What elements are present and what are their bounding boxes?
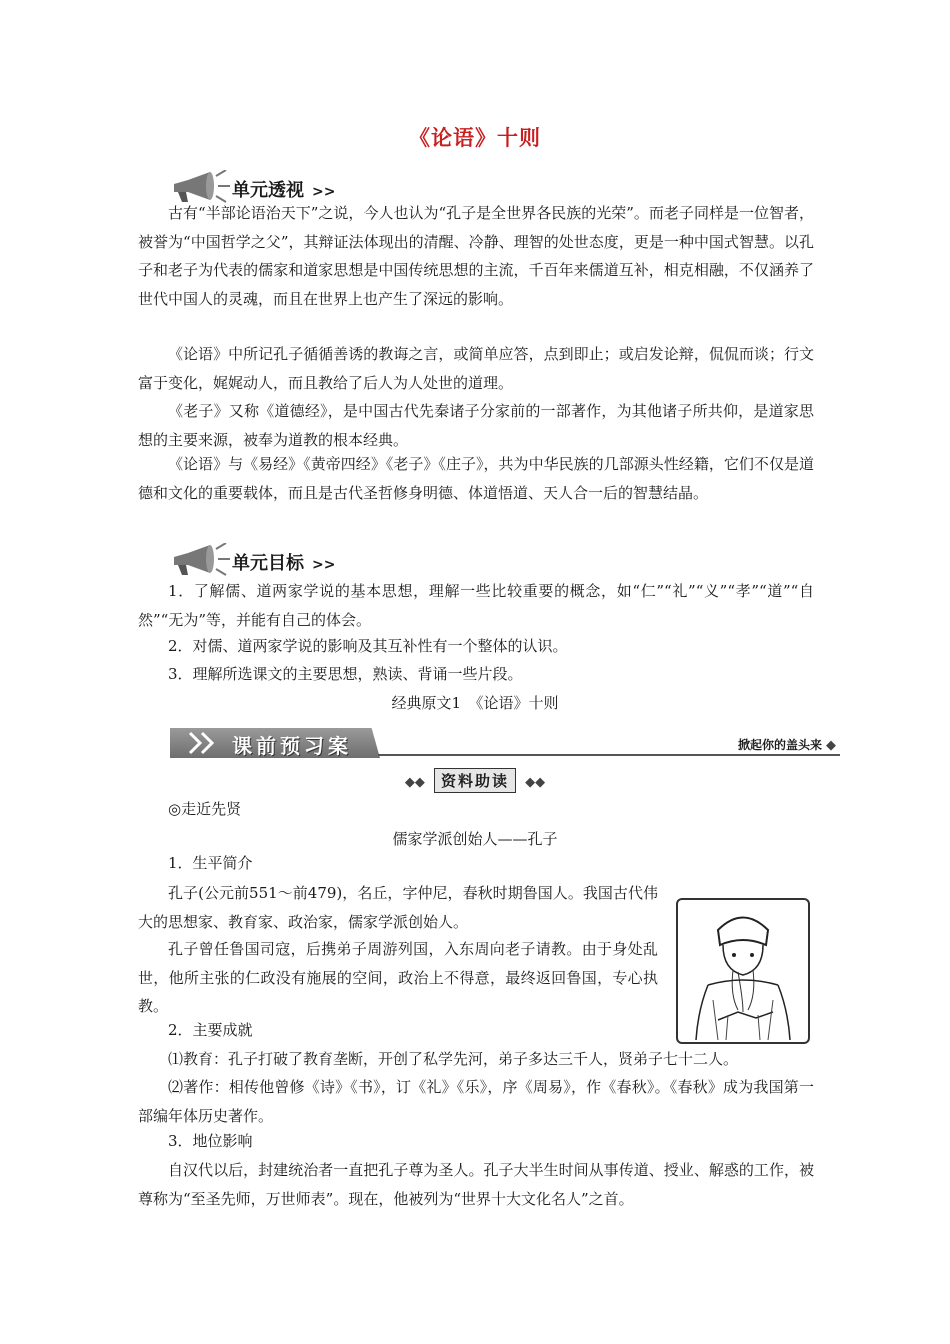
goal-item: 3．理解所选课文的主要思想，熟读、背诵一些片段。	[168, 665, 523, 683]
preview-banner	[170, 728, 840, 760]
bio-paragraph: 孔子曾任鲁国司寇，后携弟子周游列国，入东周向老子请教。由于身处乱世，他所主张的仁政没有施展的空间，政治上不得意，最终返回鲁国，专心执教。	[138, 940, 658, 1016]
paragraph: 古有“半部论语治天下”之说，今人也认为“孔子是全世界各民族的光荣”。而老子同样是一位智者，被誉为“中国哲学之父”，其辩证法体现出的清醒、冷静、理智的处世态度，更是一种中国式智慧。以孔子和老子为代表的儒家和道家思想是中国传统思想的主流，千百年来儒道互补，相克相融，不仅涵养了世代中国人的灵魂，而且在世界上也产生了深远的影响。	[138, 204, 814, 308]
banner-label: 课前预习案	[232, 734, 352, 758]
section-heading: 单元透视	[232, 180, 304, 201]
bio-paragraph: 孔子(公元前551～前479)，名丘，字仲尼，春秋时期鲁国人。我国古代伟大的思想家、教育家、政治家，儒家学派创始人。	[138, 884, 658, 931]
goal-item: 1．了解儒、道两家学说的基本思想，理解一些比较重要的概念，如“仁”“礼”“义”“孝”“道”“自然”“无为”等，并能有自己的体会。	[138, 582, 814, 629]
bio-heading: 3．地位影响	[168, 1132, 253, 1150]
material-reading-heading	[0, 768, 950, 793]
paragraph: 《论语》与《易经》《黄帝四经》《老子》《庄子》，共为中华民族的几部源头性经籍，它们不仅是道德和文化的重要载体，而且是古代圣哲修身明德、体道悟道、天人合一后的智慧结晶。	[138, 455, 814, 502]
bio-heading: 1．生平简介	[168, 854, 253, 872]
bio-heading: 2．主要成就	[168, 1021, 253, 1039]
chevron-right-icon	[188, 731, 228, 755]
subheading: 资料助读	[434, 768, 516, 793]
achievement-item: ⑵著作：相传他曾修《诗》《书》，订《礼》《乐》，序《周易》，作《春秋》。《春秋》成为我国第一部编年体历史著作。	[138, 1078, 814, 1125]
page-title: 《论语》十则	[409, 125, 541, 150]
diamond-icon: ◆◆	[525, 775, 546, 790]
confucius-portrait	[676, 898, 810, 1044]
goal-item: 2．对儒、道两家学说的影响及其互补性有一个整体的认识。	[168, 637, 568, 655]
intro-label: ◎走近先贤	[168, 800, 242, 818]
diamond-icon: ◆◆	[404, 775, 425, 790]
paragraph: 《论语》中所记孔子循循善诱的教诲之言，或简单应答，点到即止；或启发论辩，侃侃而谈；行文富于变化，娓娓动人，而且教给了后人为人处世的道理。	[138, 345, 814, 392]
section-heading: 单元目标	[232, 553, 304, 574]
arrows-icon: >>	[312, 184, 336, 200]
achievement-item: ⑴教育：孔子打破了教育垄断，开创了私学先河，弟子多达三千人，贤弟子七十二人。	[168, 1050, 739, 1068]
banner-tagline: 掀起你的盖头来	[737, 738, 822, 752]
paragraph: 《老子》又称《道德经》，是中国古代先秦诸子分家前的一部著作，为其他诸子所共仰，是道家思想的主要来源，被奉为道教的根本经典。	[138, 402, 814, 449]
person-title: 儒家学派创始人——孔子	[392, 830, 558, 848]
text-heading: 经典原文1 《论语》十则	[391, 694, 559, 712]
arrows-icon: >>	[312, 557, 336, 573]
megaphone-icon	[170, 543, 232, 579]
diamond-icon: ◆	[826, 738, 836, 753]
confucius-portrait-image	[678, 900, 808, 1042]
bio-paragraph: 自汉代以后，封建统治者一直把孔子尊为圣人。孔子大半生时间从事传道、授业、解惑的工作，被尊称为“至圣先师，万世师表”。现在，他被列为“世界十大文化名人”之首。	[138, 1161, 814, 1208]
